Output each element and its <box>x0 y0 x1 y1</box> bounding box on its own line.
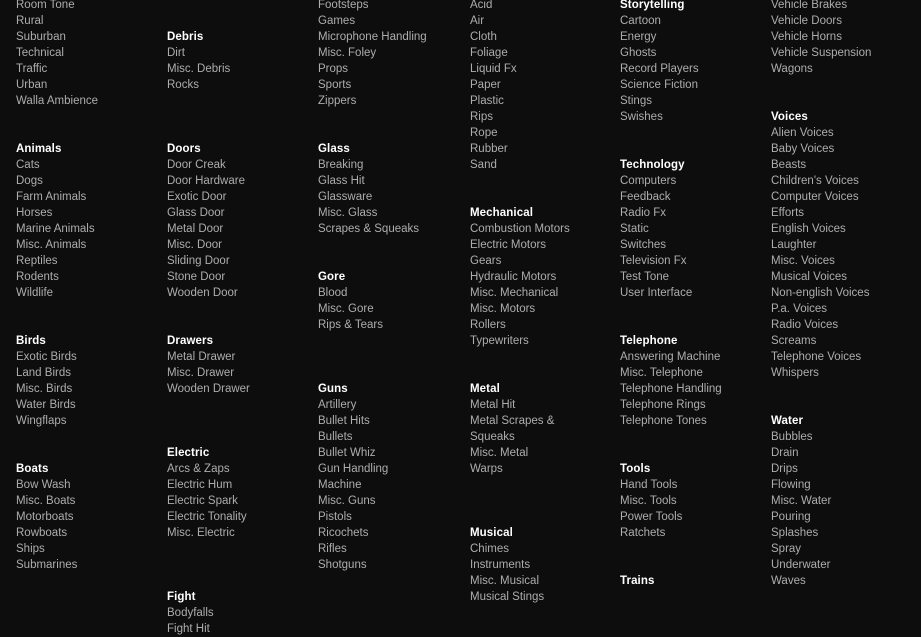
section-spacer <box>16 109 166 125</box>
section-spacer <box>167 301 317 317</box>
category-item-plastic[interactable]: Plastic <box>470 95 504 107</box>
category-item-pistols[interactable]: Pistols <box>318 511 352 523</box>
category-item-telephone-voices[interactable]: Telephone Voices <box>771 351 862 363</box>
section-spacer <box>620 301 770 317</box>
category-item-dogs[interactable]: Dogs <box>16 175 43 187</box>
section-spacer <box>470 349 620 365</box>
category-item-misc-telephone[interactable]: Misc. Telephone <box>620 367 703 379</box>
category-item-land-birds[interactable]: Land Birds <box>16 367 71 379</box>
category-item-ricochets[interactable]: Ricochets <box>318 527 369 539</box>
category-item-gun-handling[interactable]: Gun Handling <box>318 463 389 475</box>
section-spacer <box>16 125 166 141</box>
category-item-shotguns[interactable]: Shotguns <box>318 559 367 571</box>
category-item-wooden-door[interactable]: Wooden Door <box>167 287 238 299</box>
category-item-rowboats[interactable]: Rowboats <box>16 527 68 539</box>
category-item-hydraulic-motors[interactable]: Hydraulic Motors <box>470 271 557 283</box>
category-item-misc-guns[interactable]: Misc. Guns <box>318 495 376 507</box>
category-item-bodyfalls[interactable]: Bodyfalls <box>167 607 214 619</box>
section-spacer <box>620 317 770 333</box>
category-item-gears[interactable]: Gears <box>470 255 502 267</box>
category-item-rifles[interactable]: Rifles <box>318 543 347 555</box>
category-item-reptiles[interactable]: Reptiles <box>16 255 58 267</box>
category-item-stone-door[interactable]: Stone Door <box>167 271 226 283</box>
category-item-wooden-drawer[interactable]: Wooden Drawer <box>167 383 250 395</box>
category-item-rollers[interactable]: Rollers <box>470 319 506 331</box>
category-item-dirt[interactable]: Dirt <box>167 47 185 59</box>
section-spacer <box>167 397 317 413</box>
category-item-efforts[interactable]: Efforts <box>771 207 805 219</box>
category-header-debris: Debris <box>167 31 204 43</box>
category-item-room-tone[interactable]: Room Tone <box>16 0 75 11</box>
category-header-storytelling: Storytelling <box>620 0 685 11</box>
section-spacer <box>167 125 317 141</box>
section-spacer <box>771 397 921 413</box>
column-6-content <box>771 0 921 589</box>
category-item-glassware[interactable]: Glassware <box>318 191 373 203</box>
category-item-wagons[interactable]: Wagons <box>771 63 813 75</box>
category-item-splashes[interactable]: Splashes <box>771 527 819 539</box>
column-2-content <box>167 29 317 637</box>
category-item-metal-scrapes[interactable]: Metal Scrapes & <box>470 415 555 427</box>
category-item-static[interactable]: Static <box>620 223 649 235</box>
category-item-cloth[interactable]: Cloth <box>470 31 497 43</box>
category-item-urban[interactable]: Urban <box>16 79 48 91</box>
category-item-radio-voices[interactable]: Radio Voices <box>771 319 839 331</box>
category-item-scrapes-squeaks[interactable]: Scrapes & Squeaks <box>318 223 420 235</box>
section-spacer <box>16 445 166 461</box>
section-spacer <box>620 557 770 573</box>
section-spacer <box>318 365 468 381</box>
section-spacer <box>318 333 468 349</box>
section-spacer <box>470 477 620 493</box>
category-item-drain[interactable]: Drain <box>771 447 799 459</box>
section-spacer <box>470 173 620 189</box>
category-item-misc-tools[interactable]: Misc. Tools <box>620 495 677 507</box>
section-spacer <box>167 573 317 589</box>
category-item-children-s-voices[interactable]: Children's Voices <box>771 175 859 187</box>
column-6 <box>771 0 921 600</box>
section-spacer <box>16 317 166 333</box>
column-3-content <box>318 0 468 573</box>
category-item-english-voices[interactable]: English Voices <box>771 223 846 235</box>
category-item-sports[interactable]: Sports <box>318 79 352 91</box>
category-item-misc-gore[interactable]: Misc. Gore <box>318 303 374 315</box>
category-item-radio-fx[interactable]: Radio Fx <box>620 207 667 219</box>
category-item-rubber[interactable]: Rubber <box>470 143 508 155</box>
column-4-content <box>470 0 620 605</box>
category-item-paper[interactable]: Paper <box>470 79 501 91</box>
category-item-baby-voices[interactable]: Baby Voices <box>771 143 835 155</box>
category-item-chimes[interactable]: Chimes <box>470 543 509 555</box>
category-item-metal-hit[interactable]: Metal Hit <box>470 399 516 411</box>
category-item-combustion-motors[interactable]: Combustion Motors <box>470 223 570 235</box>
section-spacer <box>470 365 620 381</box>
section-spacer <box>167 541 317 557</box>
category-item-ghosts[interactable]: Ghosts <box>620 47 657 59</box>
section-spacer <box>771 381 921 397</box>
category-header-trains: Trains <box>620 575 655 587</box>
category-item-fight-hit[interactable]: Fight Hit <box>167 623 210 635</box>
category-item-flowing[interactable]: Flowing <box>771 479 811 491</box>
category-item-misc-drawer[interactable]: Misc. Drawer <box>167 367 235 379</box>
category-item-rocks[interactable]: Rocks <box>167 79 199 91</box>
category-item-bubbles[interactable]: Bubbles <box>771 431 813 443</box>
column-5 <box>620 0 770 600</box>
category-item-blood[interactable]: Blood <box>318 287 348 299</box>
section-spacer <box>318 125 468 141</box>
category-header-glass: Glass <box>318 143 350 155</box>
column-2 <box>167 0 317 635</box>
category-item-props[interactable]: Props <box>318 63 349 75</box>
category-item-rips-tears[interactable]: Rips & Tears <box>318 319 383 331</box>
category-header-gore: Gore <box>318 271 346 283</box>
category-item-misc-mechanical[interactable]: Misc. Mechanical <box>470 287 559 299</box>
section-spacer <box>167 413 317 429</box>
category-item-metal-door[interactable]: Metal Door <box>167 223 224 235</box>
category-item-machine[interactable]: Machine <box>318 479 362 491</box>
category-item-vehicle-horns[interactable]: Vehicle Horns <box>771 31 842 43</box>
category-header-mechanical: Mechanical <box>470 207 533 219</box>
category-item-electric-hum[interactable]: Electric Hum <box>167 479 233 491</box>
section-spacer <box>620 141 770 157</box>
category-item-non-english-voices[interactable]: Non-english Voices <box>771 287 870 299</box>
section-spacer <box>620 541 770 557</box>
category-item-electric-tonality[interactable]: Electric Tonality <box>167 511 247 523</box>
category-item-artillery[interactable]: Artillery <box>318 399 357 411</box>
section-spacer <box>620 445 770 461</box>
category-item-electric-spark[interactable]: Electric Spark <box>167 495 238 507</box>
section-spacer <box>167 93 317 109</box>
category-item-misc-boats[interactable]: Misc. Boats <box>16 495 76 507</box>
category-item-drips[interactable]: Drips <box>771 463 798 475</box>
section-spacer <box>771 93 921 109</box>
category-item-vehicle-brakes[interactable]: Vehicle Brakes <box>771 0 848 11</box>
section-spacer <box>167 317 317 333</box>
category-item-misc-motors[interactable]: Misc. Motors <box>470 303 536 315</box>
category-item-stings[interactable]: Stings <box>620 95 652 107</box>
section-spacer <box>167 429 317 445</box>
category-item-waves[interactable]: Waves <box>771 575 806 587</box>
category-item-bow-wash[interactable]: Bow Wash <box>16 479 71 491</box>
category-header-metal: Metal <box>470 383 500 395</box>
category-header-tools: Tools <box>620 463 651 475</box>
category-item-metal-drawer[interactable]: Metal Drawer <box>167 351 236 363</box>
category-item-misc-debris[interactable]: Misc. Debris <box>167 63 231 75</box>
category-item-electric-motors[interactable]: Electric Motors <box>470 239 547 251</box>
category-item-hand-tools[interactable]: Hand Tools <box>620 479 678 491</box>
category-item-bullets[interactable]: Bullets <box>318 431 353 443</box>
category-item-instruments[interactable]: Instruments <box>470 559 531 571</box>
category-item-air[interactable]: Air <box>470 15 485 27</box>
category-item-misc-glass[interactable]: Misc. Glass <box>318 207 378 219</box>
category-item-glass-door[interactable]: Glass Door <box>167 207 225 219</box>
section-spacer <box>620 429 770 445</box>
category-item-cats[interactable]: Cats <box>16 159 40 171</box>
category-item-sliding-door[interactable]: Sliding Door <box>167 255 230 267</box>
category-item-bullet-hits[interactable]: Bullet Hits <box>318 415 370 427</box>
category-item-foliage[interactable]: Foliage <box>470 47 508 59</box>
category-item-motorboats[interactable]: Motorboats <box>16 511 74 523</box>
category-item-musical-voices[interactable]: Musical Voices <box>771 271 848 283</box>
category-item-misc-water[interactable]: Misc. Water <box>771 495 832 507</box>
section-spacer <box>771 77 921 93</box>
category-item-television-fx[interactable]: Television Fx <box>620 255 687 267</box>
category-item-footsteps[interactable]: Footsteps <box>318 0 369 11</box>
category-item-ships[interactable]: Ships <box>16 543 45 555</box>
category-item-horses[interactable]: Horses <box>16 207 53 219</box>
category-header-telephone: Telephone <box>620 335 678 347</box>
category-item-liquid-fx[interactable]: Liquid Fx <box>470 63 517 75</box>
category-item-warps[interactable]: Warps <box>470 463 503 475</box>
section-spacer <box>167 109 317 125</box>
category-item-misc-voices[interactable]: Misc. Voices <box>771 255 835 267</box>
category-item-telephone-rings[interactable]: Telephone Rings <box>620 399 706 411</box>
category-item-switches[interactable]: Switches <box>620 239 667 251</box>
category-item-screams[interactable]: Screams <box>771 335 817 347</box>
category-item-test-tone[interactable]: Test Tone <box>620 271 670 283</box>
category-item-spray[interactable]: Spray <box>771 543 802 555</box>
category-item-misc-birds[interactable]: Misc. Birds <box>16 383 73 395</box>
category-item-farm-animals[interactable]: Farm Animals <box>16 191 87 203</box>
category-item-misc-foley[interactable]: Misc. Foley <box>318 47 377 59</box>
category-item-bullet-whiz[interactable]: Bullet Whiz <box>318 447 376 459</box>
category-header-fight: Fight <box>167 591 196 603</box>
category-item-technical[interactable]: Technical <box>16 47 64 59</box>
category-item-energy[interactable]: Energy <box>620 31 657 43</box>
category-item-alien-voices[interactable]: Alien Voices <box>771 127 834 139</box>
column-3 <box>318 0 468 600</box>
category-item-beasts[interactable]: Beasts <box>771 159 807 171</box>
category-header-voices: Voices <box>771 111 808 123</box>
category-item-misc-musical[interactable]: Misc. Musical <box>470 575 540 587</box>
category-item-computers[interactable]: Computers <box>620 175 677 187</box>
category-item-swishes[interactable]: Swishes <box>620 111 663 123</box>
category-item-vehicle-doors[interactable]: Vehicle Doors <box>771 15 842 27</box>
category-item-underwater[interactable]: Underwater <box>771 559 831 571</box>
category-item-user-interface[interactable]: User Interface <box>620 287 693 299</box>
category-item-answering-machine[interactable]: Answering Machine <box>620 351 721 363</box>
category-item-door-hardware[interactable]: Door Hardware <box>167 175 245 187</box>
section-spacer <box>167 557 317 573</box>
category-header-guns: Guns <box>318 383 348 395</box>
category-header-musical: Musical <box>470 527 513 539</box>
category-item-water-birds[interactable]: Water Birds <box>16 399 76 411</box>
category-item-games[interactable]: Games <box>318 15 356 27</box>
category-item-rips[interactable]: Rips <box>470 111 494 123</box>
category-item-rope[interactable]: Rope <box>470 127 498 139</box>
category-item-traffic[interactable]: Traffic <box>16 63 48 75</box>
category-item-laughter[interactable]: Laughter <box>771 239 817 251</box>
category-header-electric: Electric <box>167 447 210 459</box>
section-spacer <box>620 125 770 141</box>
category-item-door-creak[interactable]: Door Creak <box>167 159 226 171</box>
category-item-glass-hit[interactable]: Glass Hit <box>318 175 365 187</box>
category-item-musical-stings[interactable]: Musical Stings <box>470 591 545 603</box>
category-item-rodents[interactable]: Rodents <box>16 271 59 283</box>
category-item-power-tools[interactable]: Power Tools <box>620 511 683 523</box>
category-item-telephone-tones[interactable]: Telephone Tones <box>620 415 707 427</box>
column-5-content <box>620 0 770 589</box>
section-spacer <box>470 189 620 205</box>
category-item-exotic-door[interactable]: Exotic Door <box>167 191 227 203</box>
category-item-typewriters[interactable]: Typewriters <box>470 335 529 347</box>
category-item-wingflaps[interactable]: Wingflaps <box>16 415 67 427</box>
category-item-pouring[interactable]: Pouring <box>771 511 811 523</box>
category-item-rural[interactable]: Rural <box>16 15 44 27</box>
section-spacer <box>318 109 468 125</box>
category-item-squeaks[interactable]: Squeaks <box>470 431 515 443</box>
category-header-water: Water <box>771 415 804 427</box>
section-spacer <box>318 237 468 253</box>
category-item-vehicle-suspension[interactable]: Vehicle Suspension <box>771 47 872 59</box>
category-header-animals: Animals <box>16 143 62 155</box>
category-item-zippers[interactable]: Zippers <box>318 95 357 107</box>
section-spacer <box>318 349 468 365</box>
category-item-p-a-voices[interactable]: P.a. Voices <box>771 303 828 315</box>
category-item-microphone-handling[interactable]: Microphone Handling <box>318 31 427 43</box>
category-header-birds: Birds <box>16 335 46 347</box>
category-item-telephone-handling[interactable]: Telephone Handling <box>620 383 722 395</box>
section-spacer <box>470 509 620 525</box>
category-item-acid[interactable]: Acid <box>470 0 493 11</box>
section-spacer <box>318 253 468 269</box>
category-item-science-fiction[interactable]: Science Fiction <box>620 79 698 91</box>
category-item-whispers[interactable]: Whispers <box>771 367 819 379</box>
category-item-suburban[interactable]: Suburban <box>16 31 66 43</box>
category-item-submarines[interactable]: Submarines <box>16 559 78 571</box>
category-item-misc-animals[interactable]: Misc. Animals <box>16 239 87 251</box>
category-item-marine-animals[interactable]: Marine Animals <box>16 223 95 235</box>
category-header-doors: Doors <box>167 143 201 155</box>
category-item-sand[interactable]: Sand <box>470 159 497 171</box>
category-item-walla-ambience[interactable]: Walla Ambience <box>16 95 99 107</box>
category-item-breaking[interactable]: Breaking <box>318 159 364 171</box>
category-item-feedback[interactable]: Feedback <box>620 191 671 203</box>
category-item-misc-electric[interactable]: Misc. Electric <box>167 527 235 539</box>
category-item-ratchets[interactable]: Ratchets <box>620 527 666 539</box>
column-1 <box>16 0 166 600</box>
column-1-content <box>16 0 166 573</box>
category-item-computer-voices[interactable]: Computer Voices <box>771 191 859 203</box>
category-item-record-players[interactable]: Record Players <box>620 63 699 75</box>
section-spacer <box>16 301 166 317</box>
category-item-misc-metal[interactable]: Misc. Metal <box>470 447 529 459</box>
category-item-arcs-zaps[interactable]: Arcs & Zaps <box>167 463 230 475</box>
category-header-drawers: Drawers <box>167 335 214 347</box>
category-header-boats: Boats <box>16 463 49 475</box>
section-spacer <box>16 429 166 445</box>
section-spacer <box>470 493 620 509</box>
column-4 <box>470 0 620 603</box>
category-item-misc-door[interactable]: Misc. Door <box>167 239 222 251</box>
category-item-cartoon[interactable]: Cartoon <box>620 15 661 27</box>
category-item-wildlife[interactable]: Wildlife <box>16 287 54 299</box>
category-header-technology: Technology <box>620 159 685 171</box>
category-item-exotic-birds[interactable]: Exotic Birds <box>16 351 77 363</box>
